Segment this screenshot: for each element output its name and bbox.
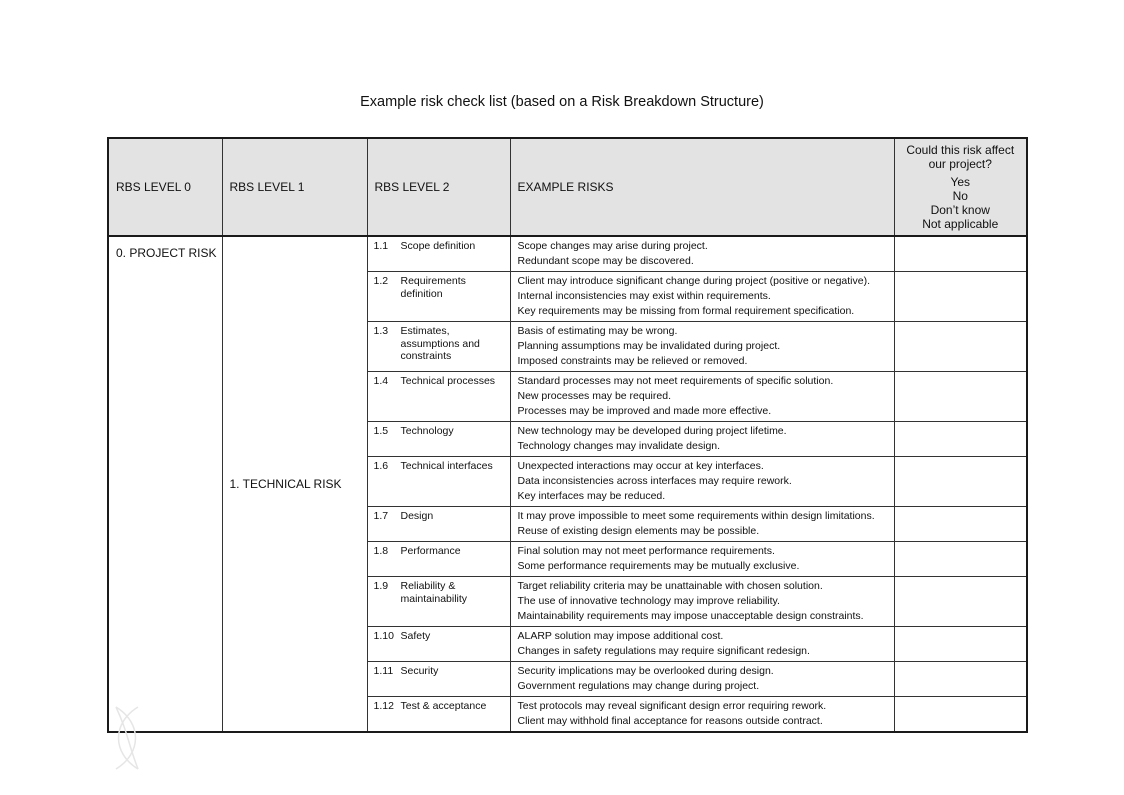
risk-checklist-table [107,137,1028,733]
example-risks-cell [510,422,894,457]
risk-item: It may prove impossible to meet some requirements within design limitations. [517,510,875,522]
rbs-code: 1.12 [373,700,394,712]
affect-answer-cell[interactable] [894,272,1027,322]
affect-answer-cell[interactable] [894,236,1027,272]
rbs-level-0-cell: 0. PROJECT RISK [108,236,222,732]
risk-item: Imposed constraints may be relieved or removed. [517,355,748,367]
rbs-code: 1.4 [373,375,389,387]
rbs-name: Scope definition [400,240,476,252]
risk-item: Processes may be improved and made more effective. [517,405,772,417]
header-rbs-level-0: RBS LEVEL 0 [108,138,222,236]
rbs-level-2-cell [367,322,510,372]
affect-answer-cell[interactable] [894,697,1027,733]
rbs-code: 1.5 [373,425,389,437]
risk-item: Security implications may be overlooked during design. [517,665,774,677]
rbs-code: 1.2 [373,275,389,287]
rbs-name: Requirements definition [400,275,466,300]
rbs-level-2-cell [367,507,510,542]
risk-item: Test protocols may reveal significant design error requiring rework. [517,700,827,712]
risk-item: Government regulations may change during project. [517,680,760,692]
rbs-name: Technical processes [400,375,496,387]
risk-item: Client may introduce significant change during project (positive or negative). [517,275,871,287]
affect-answer-cell[interactable] [894,457,1027,507]
rbs-name: Security [400,665,439,677]
risk-item: Final solution may not meet performance requirements. [517,545,775,557]
header-rbs-level-2: RBS LEVEL 2 [367,138,510,236]
risk-item: The use of innovative technology may improve reliability. [517,595,780,607]
affect-answer-cell[interactable] [894,322,1027,372]
risk-item: Redundant scope may be discovered. [517,255,694,267]
affect-option-no: No [952,189,968,203]
rbs-level-1-cell: 1. TECHNICAL RISK [222,236,367,732]
header-affect-project [894,138,1027,236]
affect-answer-cell[interactable] [894,577,1027,627]
example-risks-cell [510,507,894,542]
rbs-level-2-cell [367,542,510,577]
rbs-code: 1.1 [373,240,389,252]
affect-answer-cell[interactable] [894,372,1027,422]
rbs-code: 1.6 [373,460,389,472]
risk-item: ALARP solution may impose additional cost. [517,630,724,642]
risk-item: Technology changes may invalidate design. [517,440,721,452]
rbs-code: 1.10 [373,630,394,642]
rbs-level-2-cell [367,422,510,457]
risk-item: Basis of estimating may be wrong. [517,325,678,337]
example-risks-cell [510,272,894,322]
risk-item: Scope changes may arise during project. [517,240,708,252]
affect-answer-cell[interactable] [894,542,1027,577]
example-risks-cell [510,627,894,662]
rbs-name: Test & acceptance [400,700,487,712]
risk-item: Key interfaces may be reduced. [517,490,666,502]
rbs-name: Technical interfaces [400,460,493,472]
example-risks-cell [510,457,894,507]
risk-item: Internal inconsistencies may exist within requirements. [517,290,771,302]
risk-item: Target reliability criteria may be unattainable with chosen solution. [517,580,823,592]
example-risks-cell [510,542,894,577]
rbs-level-2-cell [367,627,510,662]
risk-item: New processes may be required. [517,390,671,402]
rbs-level-2-cell [367,662,510,697]
risk-item: Key requirements may be missing from formal requirement specification. [517,305,855,317]
risk-item: Planning assumptions may be invalidated during project. [517,340,781,352]
rbs-code: 1.3 [373,325,389,337]
affect-answer-cell[interactable] [894,422,1027,457]
affect-answer-cell[interactable] [894,507,1027,542]
rbs-code: 1.9 [373,580,389,592]
risk-item: Changes in safety regulations may require significant redesign. [517,645,810,657]
risk-item: Standard processes may not meet requirements of specific solution. [517,375,834,387]
table-header-row [108,138,1027,236]
rbs-level-2-cell [367,697,510,733]
affect-options [897,175,1025,231]
rbs-level-2-cell [367,577,510,627]
document-title: Example risk check list (based on a Risk Breakdown Structure) [360,94,764,110]
rbs-name: Technology [400,425,454,437]
rbs-code: 1.8 [373,545,389,557]
risk-item: Some performance requirements may be mutually exclusive. [517,560,800,572]
rbs-level-2-cell [367,272,510,322]
affect-question: Could this risk affect our project? [906,143,1015,171]
risk-item: Data inconsistencies across interfaces may require rework. [517,475,792,487]
risk-item: Maintainability requirements may impose unacceptable design constraints. [517,610,864,622]
header-example-risks: EXAMPLE RISKS [510,138,894,236]
example-risks-cell [510,372,894,422]
rbs-level-2-cell [367,236,510,272]
affect-option-not-applicable: Not applicable [922,217,999,231]
rbs-code: 1.11 [373,665,394,677]
affect-option-yes: Yes [950,175,971,189]
affect-answer-cell[interactable] [894,627,1027,662]
risk-item: New technology may be developed during project lifetime. [517,425,787,437]
risk-item: Unexpected interactions may occur at key interfaces. [517,460,764,472]
rbs-name: Safety [400,630,431,642]
example-risks-cell [510,662,894,697]
example-risks-cell [510,322,894,372]
affect-option-dont-know: Don’t know [930,203,990,217]
rbs-level-2-cell [367,372,510,422]
risk-item: Reuse of existing design elements may be possible. [517,525,760,537]
header-rbs-level-1: RBS LEVEL 1 [222,138,367,236]
example-risks-cell [510,577,894,627]
watermark-logo [108,703,146,773]
rbs-name: Estimates, assumptions and constraints [400,325,480,362]
risk-item: Client may withhold final acceptance for reasons outside contract. [517,715,823,727]
affect-answer-cell[interactable] [894,662,1027,697]
table-row [108,236,1027,272]
rbs-level-2-cell [367,457,510,507]
rbs-code: 1.7 [373,510,389,522]
rbs-name: Performance [400,545,461,557]
example-risks-cell [510,236,894,272]
example-risks-cell [510,697,894,733]
rbs-name: Design [400,510,434,522]
rbs-name: Reliability & maintainability [400,580,468,605]
